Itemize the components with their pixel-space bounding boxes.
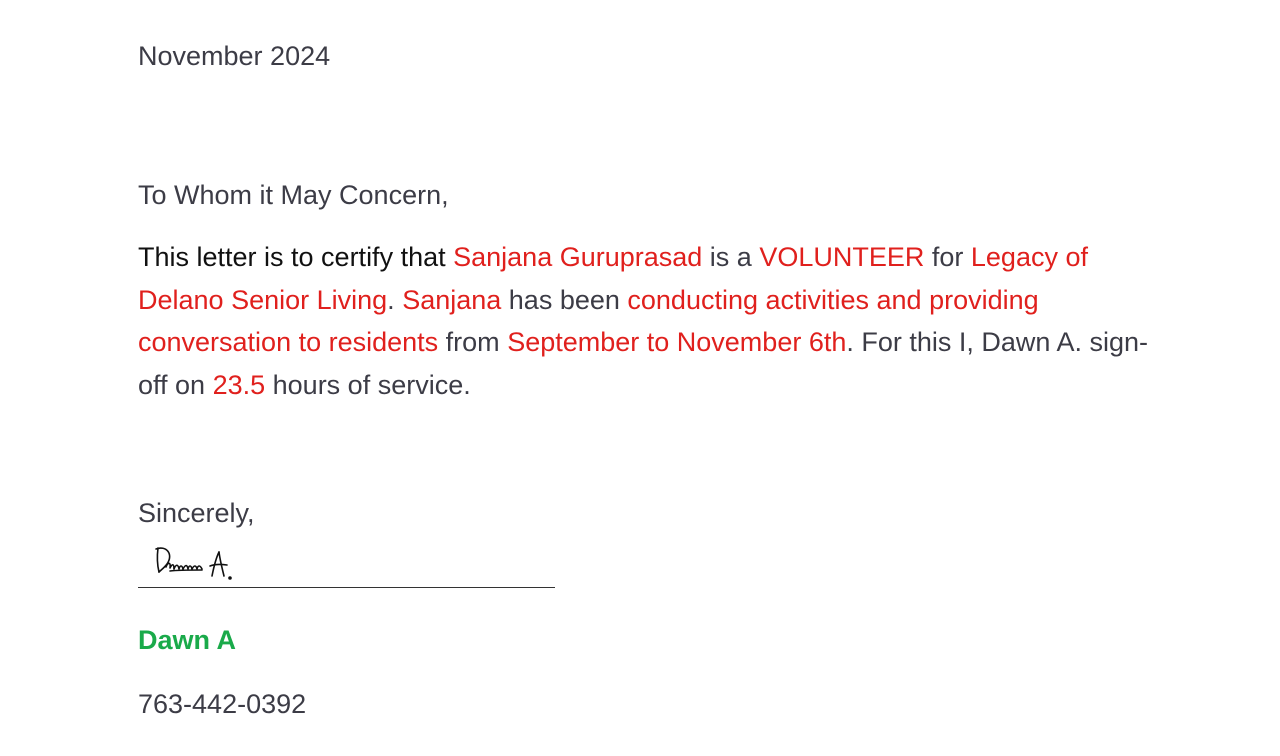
volunteer-name: Sanjana Guruprasad bbox=[453, 242, 703, 272]
letter-body bbox=[138, 236, 1173, 407]
closing: Sincerely, bbox=[138, 498, 255, 528]
signer-name: Dawn A bbox=[138, 625, 237, 655]
volunteer-activities: conducting activities and providing conversation to residents bbox=[138, 284, 1039, 358]
body-text-for: for bbox=[924, 242, 971, 272]
body-text-period: . bbox=[387, 284, 403, 315]
letter-date: November 2024 bbox=[138, 41, 331, 71]
organization-name: Legacy of Delano Senior Living bbox=[138, 242, 1088, 315]
body-space bbox=[446, 242, 454, 272]
volunteer-first-name: Sanjana bbox=[402, 284, 502, 315]
phone-number: 763-442-0392 bbox=[138, 689, 307, 719]
service-date-range: September to November 6th bbox=[507, 327, 847, 358]
body-lead-text: This letter is to certify that bbox=[138, 242, 446, 272]
salutation: To Whom it May Concern, bbox=[138, 180, 449, 210]
body-text-is-a: is a bbox=[702, 242, 760, 272]
handwritten-signature bbox=[152, 540, 242, 584]
signature-line bbox=[138, 587, 555, 588]
body-text-end: hours of service. bbox=[265, 370, 471, 401]
body-text-has-been: has been bbox=[501, 284, 628, 315]
volunteer-role: VOLUNTEER bbox=[759, 242, 925, 272]
service-hours: 23.5 bbox=[212, 370, 266, 401]
body-text-from: from bbox=[438, 327, 508, 358]
body-text-signoff: . For this I, Dawn A. sign-off on bbox=[138, 327, 1148, 401]
